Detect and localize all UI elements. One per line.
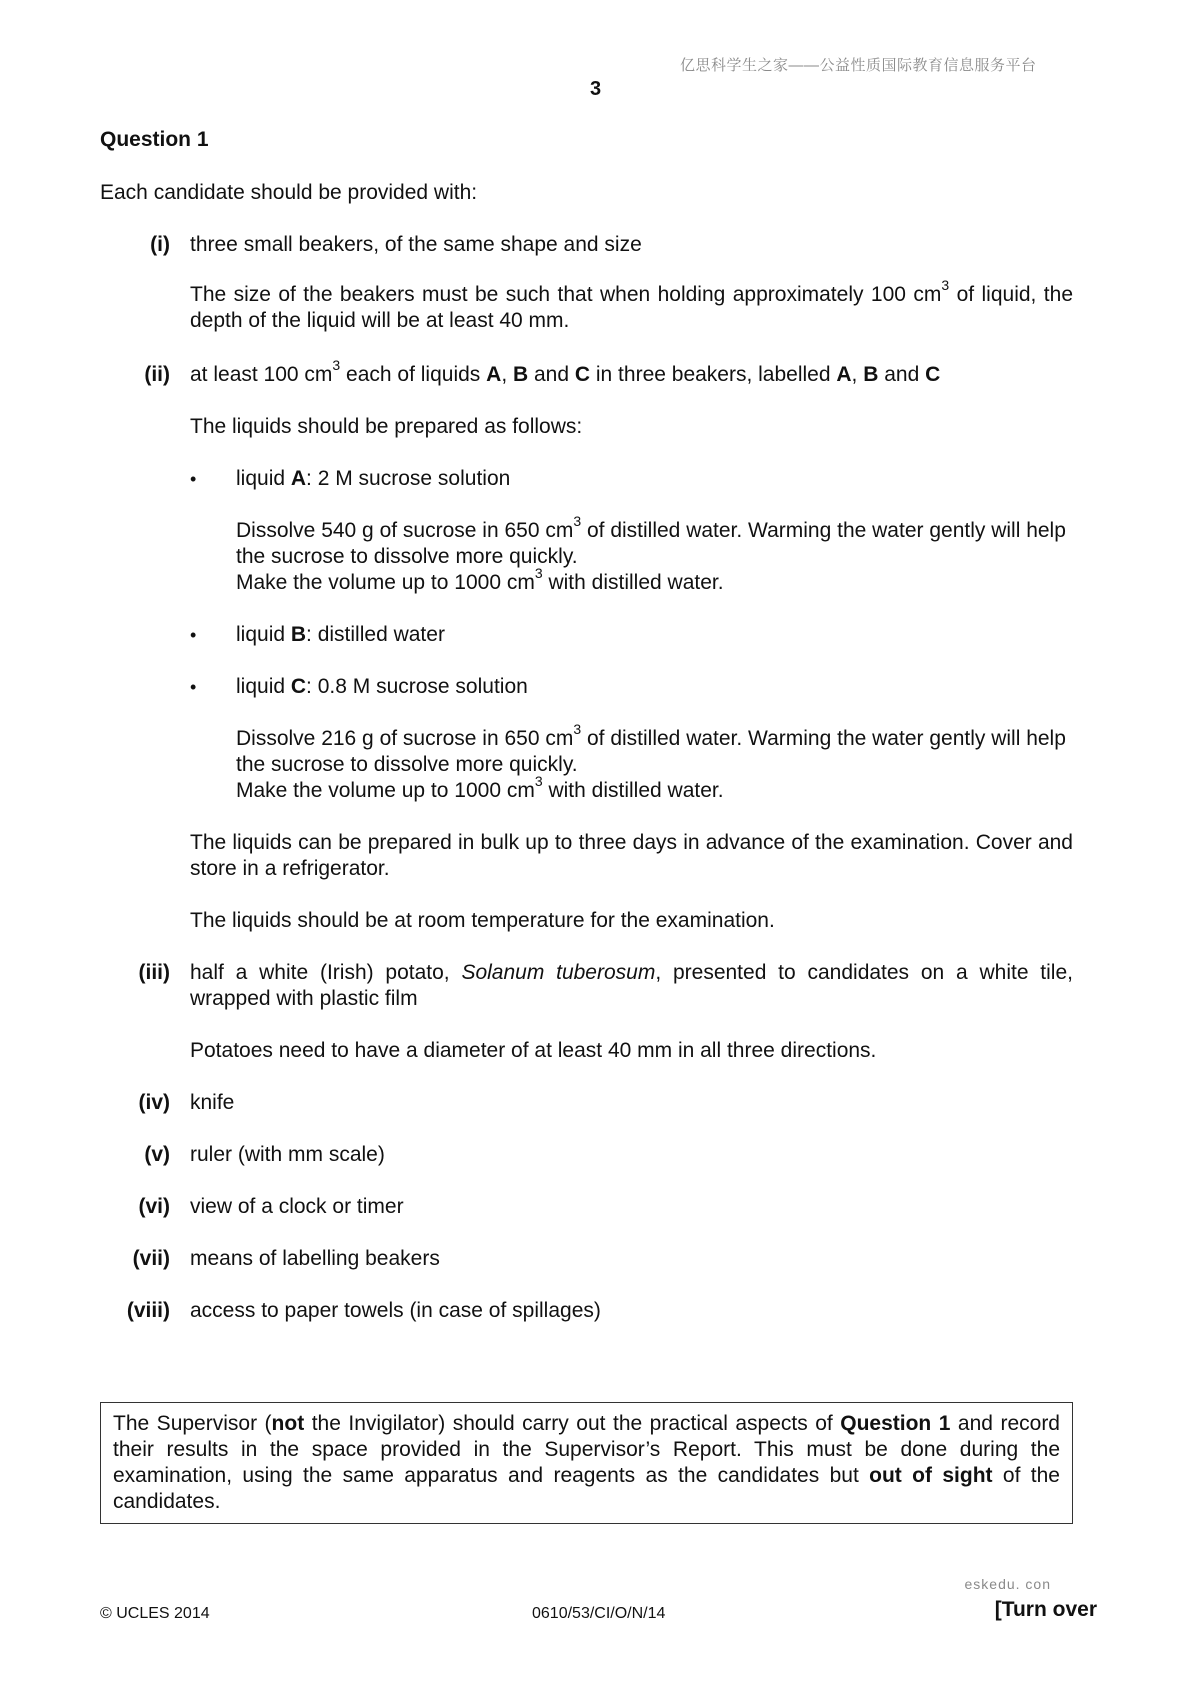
liquid-c-instructions: Dissolve 216 g of sucrose in 650 $cm^3$ of distilled water. Warming the water gently will help the sucrose to dissolve more quickly. Make the volume up to 1000 $cm^3$ with distilled water. xyxy=(236,721,1066,802)
item-number-vi: (vi) xyxy=(138,1195,170,1218)
item-text-vi: view of a clock or timer xyxy=(190,1195,404,1218)
item-text-iii: half a white (Irish) potato, Solanum tuberosum, presented to candidates on a white tile, wrapped with plastic film xyxy=(190,961,1073,1010)
bullet-liquid-a: • xyxy=(190,469,197,489)
item-note-i: The size of the beakers must be such that when holding approximately 100 $cm^3$ of liquid, the depth of the liquid will be at least 40 mm. xyxy=(190,277,1073,332)
bulk-preparation-note: The liquids can be prepared in bulk up to three days in advance of the examination. Cover and store in a refrigerator. xyxy=(190,831,1073,880)
item-note-iii: Potatoes need to have a diameter of at least 40 mm in all three directions. xyxy=(190,1039,877,1062)
room-temperature-note: The liquids should be at room temperature for the examination. xyxy=(190,909,775,932)
copyright: © UCLES 2014 xyxy=(100,1605,210,1622)
supervisor-notice-box: The Supervisor (not the Invigilator) should carry out the practical aspects of Question 1 and record their results in the space provided in the Supervisor’s Report. This must be done during the examination, using the same apparatus and reagents as the candidates but out of sight of the candidates. xyxy=(100,1402,1073,1524)
item-number-ii: (ii) xyxy=(144,363,170,386)
item-text-v: ruler (with mm scale) xyxy=(190,1143,385,1166)
item-number-iii: (iii) xyxy=(138,961,170,984)
intro-text: Each candidate should be provided with: xyxy=(100,181,478,204)
item-number-viii: (viii) xyxy=(126,1299,170,1322)
watermark-bottom: eskedu. con xyxy=(964,1576,1051,1592)
liquid-c-label: liquid C: 0.8 M sucrose solution xyxy=(236,675,528,698)
item-number-vii: (vii) xyxy=(132,1247,170,1270)
bullet-liquid-c: • xyxy=(190,677,197,697)
paper-code: 0610/53/CI/O/N/14 xyxy=(532,1605,666,1622)
prep-intro: The liquids should be prepared as follows: xyxy=(190,415,583,438)
item-text-vii: means of labelling beakers xyxy=(190,1247,440,1270)
item-text-iv: knife xyxy=(190,1091,235,1114)
item-text-ii: at least 100 $cm^3$ each of liquids A, B and C in three beakers, labelled A, B and C xyxy=(190,357,941,386)
turn-over: [Turn over xyxy=(994,1598,1097,1621)
bullet-liquid-b: • xyxy=(190,625,197,645)
question-title: Question 1 xyxy=(100,128,209,151)
liquid-a-label: liquid A: 2 M sucrose solution xyxy=(236,467,511,490)
item-text-viii: access to paper towels (in case of spillages) xyxy=(190,1299,601,1322)
item-number-v: (v) xyxy=(144,1143,170,1166)
item-text-i: three small beakers, of the same shape and size xyxy=(190,233,642,256)
liquid-a-instructions: Dissolve 540 g of sucrose in 650 $cm^3$ of distilled water. Warming the water gently will help the sucrose to dissolve more quickly. Make the volume up to 1000 $cm^3$ with distilled water. xyxy=(236,513,1066,594)
watermark-top: 亿思科学生之家——公益性质国际教育信息服务平台 xyxy=(680,57,1037,74)
page-number: 3 xyxy=(590,78,602,100)
item-number-i: (i) xyxy=(150,233,170,256)
liquid-b-label: liquid B: distilled water xyxy=(236,623,445,646)
item-number-iv: (iv) xyxy=(138,1091,170,1114)
